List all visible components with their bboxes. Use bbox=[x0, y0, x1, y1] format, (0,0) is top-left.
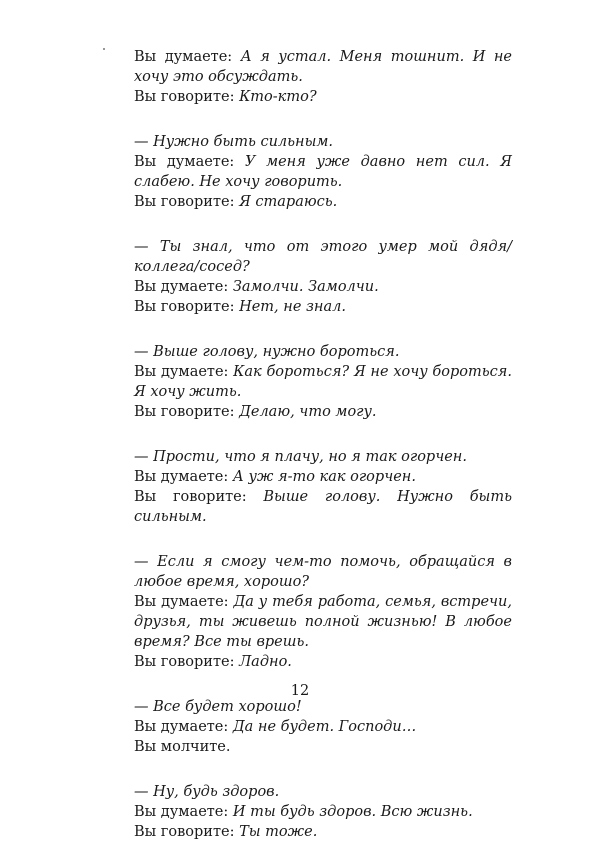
silent-line: Вы молчите. bbox=[134, 739, 231, 755]
thought-text: Как бороться? Я не хочу бороться. Я хочу жить. bbox=[134, 364, 512, 400]
say-label: Вы говорите: bbox=[134, 299, 240, 315]
spoken-text: Кто-кто? bbox=[239, 89, 317, 105]
scan-speck bbox=[103, 48, 105, 50]
dialogue-block bbox=[116, 47, 512, 107]
think-line bbox=[116, 362, 512, 402]
spoken-text: Делаю, что могу. bbox=[239, 404, 377, 420]
say-label: Вы говорите: bbox=[134, 489, 264, 505]
think-line bbox=[116, 717, 512, 737]
dialogue-block bbox=[116, 447, 512, 527]
say-label: Вы говорите: bbox=[134, 89, 240, 105]
think-label: Вы думаете: bbox=[134, 154, 245, 170]
remark-line: — Ты знал, что от этого умер мой дядя/коллега/сосед? bbox=[134, 239, 512, 275]
page-number: 12 bbox=[290, 683, 310, 699]
remark-line: — Ну, будь здоров. bbox=[134, 784, 280, 800]
dialogue-block bbox=[116, 782, 512, 842]
think-label: Вы думаете: bbox=[134, 364, 234, 380]
say-label: Вы говорите: bbox=[134, 404, 240, 420]
think-line bbox=[116, 277, 512, 297]
say-label: Вы говорите: bbox=[134, 824, 240, 840]
say-line bbox=[116, 487, 512, 527]
spoken-text: Выше голову. Нужно быть сильным. bbox=[134, 489, 512, 525]
dialogue-block bbox=[116, 132, 512, 212]
thought-text: А я устал. Меня тошнит. И не хочу это обсуждать. bbox=[134, 49, 512, 85]
say-line bbox=[116, 402, 512, 422]
think-label: Вы думаете: bbox=[134, 594, 234, 610]
remark-line: — Выше голову, нужно бороться. bbox=[134, 344, 400, 360]
remark-line: — Нужно быть сильным. bbox=[134, 134, 334, 150]
think-label: Вы думаете: bbox=[134, 719, 233, 735]
say-line bbox=[116, 652, 512, 672]
thought-text: У меня уже давно нет сил. Я слабею. Не хочу говорить. bbox=[134, 154, 512, 190]
say-line bbox=[116, 87, 512, 107]
dialogue-block bbox=[116, 237, 512, 317]
say-label: Вы говорите: bbox=[134, 194, 240, 210]
thought-text: Да не будет. Господи… bbox=[232, 719, 417, 735]
think-label: Вы думаете: bbox=[134, 49, 241, 65]
remark-line: — Все будет хорошо! bbox=[134, 699, 302, 715]
remark-line: — Если я смогу чем-то помочь, обращайся в любое время, хорошо? bbox=[134, 554, 512, 590]
spoken-text: Я стараюсь. bbox=[239, 194, 338, 210]
remark-line: — Прости, что я плачу, но я так огорчен. bbox=[134, 449, 467, 465]
dialogue-text bbox=[116, 47, 512, 867]
think-line bbox=[116, 47, 512, 87]
spoken-text: Ты тоже. bbox=[239, 824, 318, 840]
thought-text: Да у тебя работа, семья, встречи, друзья, ты живешь полной жизнью! В любое время? Все ты врешь. bbox=[134, 594, 512, 650]
dialogue-block bbox=[116, 342, 512, 422]
say-line bbox=[116, 822, 512, 842]
think-line bbox=[116, 802, 512, 822]
say-line bbox=[116, 192, 512, 212]
spoken-text: Нет, не знал. bbox=[239, 299, 346, 315]
dialogue-block bbox=[116, 552, 512, 672]
think-label: Вы думаете: bbox=[134, 279, 233, 295]
say-label: Вы говорите: bbox=[134, 654, 240, 670]
thought-text: А уж я-то как огорчен. bbox=[232, 469, 416, 485]
think-label: Вы думаете: bbox=[134, 469, 233, 485]
think-line bbox=[116, 592, 512, 652]
think-line bbox=[116, 152, 512, 192]
thought-text: И ты будь здоров. Всю жизнь. bbox=[232, 804, 473, 820]
thought-text: Замолчи. Замолчи. bbox=[232, 279, 379, 295]
spoken-text: Ладно. bbox=[239, 654, 292, 670]
think-line bbox=[116, 467, 512, 487]
dialogue-block bbox=[116, 697, 512, 757]
think-label: Вы думаете: bbox=[134, 804, 233, 820]
say-line bbox=[116, 297, 512, 317]
